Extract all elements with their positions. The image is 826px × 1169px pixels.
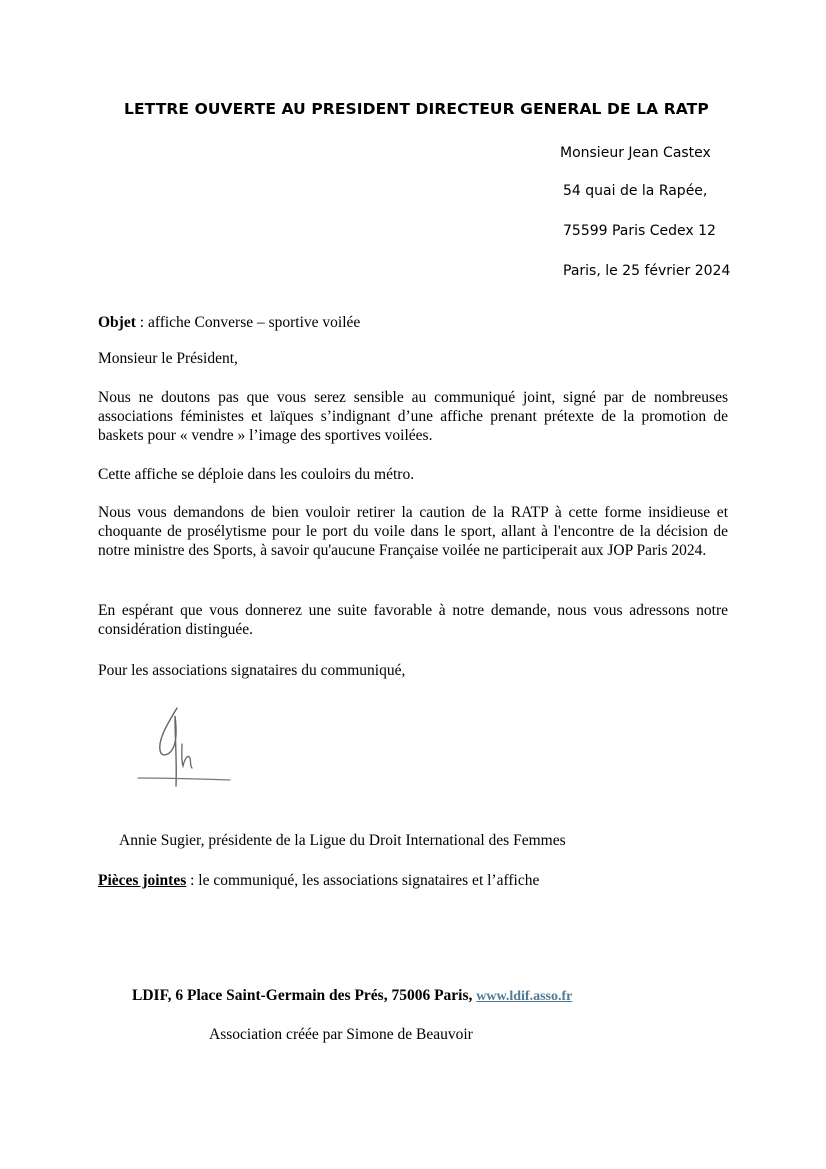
paragraph-4: En espérant que vous donnerez une suite favorable à notre demande, nous vous adressons notre considération distinguée. xyxy=(98,602,728,638)
website-link[interactable]: www.ldif.asso.fr xyxy=(476,989,573,1004)
handwritten-signature xyxy=(130,700,240,800)
letter-title: LETTRE OUVERTE AU PRESIDENT DIRECTEUR GENERAL DE LA RATP xyxy=(124,100,709,118)
attachments-label: Pièces jointes xyxy=(98,872,187,889)
letter-date: Paris, le 25 février 2024 xyxy=(563,263,731,279)
signer-name: Annie Sugier, présidente de la Ligue du Droit International des Femmes xyxy=(119,832,566,849)
paragraph-3: Nous vous demandons de bien vouloir retirer la caution de la RATP à cette forme insidieuse et choquante de prosélytisme pour le port du voile dans le sport, allant à l'encontre de la décision de notre ministre des Sports, à savoir qu'aucune Française voilée ne participerait aux JOP Paris 2024. xyxy=(98,504,728,559)
recipient-street: 54 quai de la Rapée, xyxy=(563,183,708,199)
object-line xyxy=(98,313,728,332)
paragraph-1: Nous ne doutons pas que vous serez sensible au communiqué joint, signé par de nombreuses associations féministes et laïques s’indignant d’une affiche prenant prétexte de la promotion de baskets pour « vendre » l’image des sportives voilées. xyxy=(98,389,728,444)
paragraph-2: Cette affiche se déploie dans les couloirs du métro. xyxy=(98,466,415,483)
recipient-name: Monsieur Jean Castex xyxy=(560,145,711,161)
object-label: Objet xyxy=(98,314,136,331)
footer-address-line xyxy=(132,987,572,1005)
salutation: Monsieur le Président, xyxy=(98,350,238,367)
attachments-line xyxy=(98,872,539,890)
footer-tagline: Association créée par Simone de Beauvoir xyxy=(209,1026,473,1043)
attachments-text: : le communiqué, les associations signataires et l’affiche xyxy=(186,872,540,889)
sign-intro: Pour les associations signataires du communiqué, xyxy=(98,662,406,679)
object-text: : affiche Converse – sportive voilée xyxy=(135,314,361,331)
recipient-city: 75599 Paris Cedex 12 xyxy=(563,223,716,239)
footer-address: LDIF, 6 Place Saint-Germain des Prés, 75006 Paris, xyxy=(132,987,477,1004)
